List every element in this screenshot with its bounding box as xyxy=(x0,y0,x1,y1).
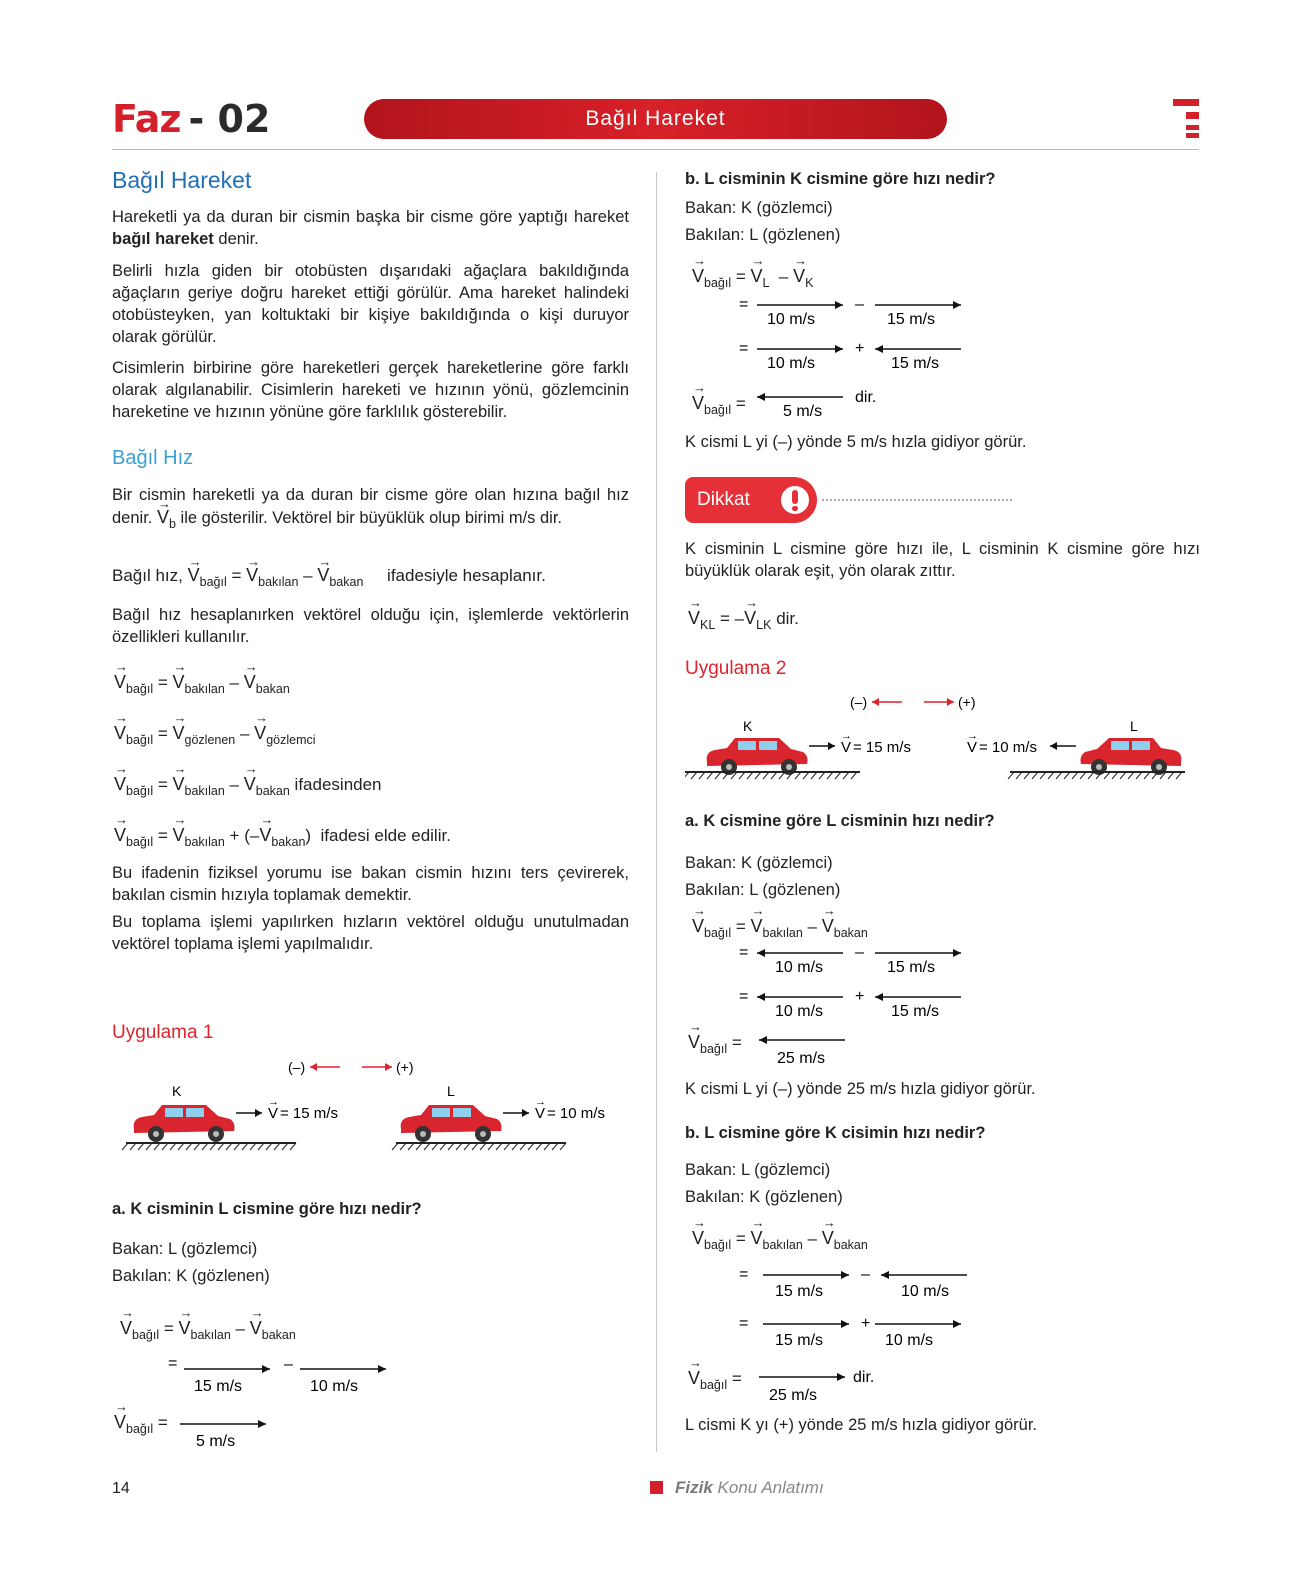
svg-text:= 10 m/s: = 10 m/s xyxy=(979,739,1037,756)
result-label-1a: → $V_{bağıl}$ = xyxy=(114,1412,168,1436)
direction-legend xyxy=(288,1059,414,1075)
svg-text:=: = xyxy=(739,340,749,357)
conclusion-2b: L cismi K yı (+) yönde 25 m/s hızla gidiyor görür. xyxy=(685,1416,1037,1434)
text: ile gösterilir. Vektörel bir büyüklük olup birimi m/s dir. xyxy=(180,509,563,527)
bold-term: bağıl hareket xyxy=(112,230,214,248)
footer-title xyxy=(675,1478,824,1498)
car-k-icon xyxy=(707,738,808,775)
paragraph-relative-velocity xyxy=(112,484,629,535)
svg-text:25 m/s: 25 m/s xyxy=(769,1387,818,1404)
svg-text:(–): (–) xyxy=(850,694,868,710)
svg-text:V: V xyxy=(268,1105,279,1122)
result-label-1b: → $V_{bağıl}$ = xyxy=(692,393,746,417)
svg-text:V: V xyxy=(535,1105,546,1122)
header-divider xyxy=(112,149,1199,150)
svg-text:=: = xyxy=(739,1268,749,1283)
svg-text:+: + xyxy=(855,340,865,357)
figure-2-cars xyxy=(685,690,1200,795)
formula-2: → $V_{bağıl}$ = → $V_{gözlenen}$ – → $V_{gözlemci}$ xyxy=(114,723,316,747)
question-2a: a. K cismine göre L cisminin hızı nedir? xyxy=(685,812,995,830)
car-l-icon xyxy=(401,1105,502,1142)
bakan-2a: Bakan: K (gözlemci) xyxy=(685,854,833,872)
conclusion-2a: K cismi L yi (–) yönde 25 m/s hızla gidiyor görür. xyxy=(685,1080,1036,1098)
svg-text:→: → xyxy=(967,730,978,742)
text: Bağıl hız, xyxy=(112,566,183,585)
neg-label: (–) xyxy=(288,1059,306,1075)
car-l-speed: = 10 m/s xyxy=(547,1105,605,1122)
svg-text:–: – xyxy=(855,946,864,961)
paragraph-vector-note: Bağıl hız hesaplanırken vektörel olduğu için, işlemlerde vektörlerin özellikleri kullanılır. xyxy=(112,606,629,646)
svg-text:=: = xyxy=(739,946,749,961)
formula-2a: → $V_{bağıl}$ = → $V_{bakılan}$ – → $V_{bakan}$ xyxy=(692,916,868,940)
formula-inline: Bağıl hız, → $V_{bağıl}$ = → $V_{bakılan}$ – → $V_{bakan}$ ifadesiyle hesaplanır. xyxy=(112,564,546,593)
bakilan-1b: Bakılan: L (gözlenen) xyxy=(685,226,841,244)
figure-1-cars xyxy=(112,1055,632,1165)
car-k-label: K xyxy=(172,1083,182,1099)
text: ifadesinden xyxy=(294,775,382,794)
paragraph-vector-sum: Bu toplama işlemi yapılırken hızların vektörel olduğu unutulmadan vektörel toplama işlemi yapılmalıdır. xyxy=(112,913,629,953)
svg-text:–: – xyxy=(861,1268,870,1283)
page-number: 14 xyxy=(112,1480,130,1497)
paragraph-perception: Cisimlerin birbirine göre hareketleri gerçek hareketlerine göre farklı olarak algılanabilir. Cisimlerin hareketi ve hızının yönü, gözlemcinin hareketine ve hızının yönüne göre farklılık gösterebilir. xyxy=(112,359,629,421)
text: dir. xyxy=(776,609,799,628)
svg-text:10 m/s: 10 m/s xyxy=(767,311,816,328)
svg-text:dir.: dir. xyxy=(855,390,877,406)
svg-text:15 m/s: 15 m/s xyxy=(775,1283,824,1300)
vec-15: 15 m/s xyxy=(194,1378,243,1395)
svg-text:L: L xyxy=(1130,718,1138,734)
svg-text:→: → xyxy=(535,1096,546,1108)
pos-label: (+) xyxy=(396,1059,414,1075)
svg-text:15 m/s: 15 m/s xyxy=(891,355,940,372)
dikkat-formula: → $V_{KL}$ = –→ $V_{LK}$ dir. xyxy=(688,608,799,632)
dikkat-paragraph: K cisminin L cismine göre hızı ile, L cisminin K cismine göre hızı büyüklük olarak eşit, yön olarak zıttır. xyxy=(685,540,1200,580)
result-vector-1b xyxy=(755,390,915,430)
svg-text:–: – xyxy=(855,298,864,313)
car-l-label: L xyxy=(447,1083,455,1099)
result-vector-2a xyxy=(757,1033,897,1073)
result-vector-1a xyxy=(178,1410,298,1450)
footer-subtitle: Konu Anlatımı xyxy=(717,1478,824,1497)
result-value: 5 m/s xyxy=(196,1433,236,1450)
text: Hareketli ya da duran bir cismin başka bir cisme göre yaptığı hareket xyxy=(112,208,629,226)
bakilan-2a: Bakılan: L (gözlenen) xyxy=(685,881,841,899)
paragraph-definition xyxy=(112,206,629,250)
text: ifadesiyle hesaplanır. xyxy=(387,566,546,585)
bakilan-1a: Bakılan: K (gözlenen) xyxy=(112,1267,270,1285)
conclusion-1b: K cismi L yi (–) yönde 5 m/s hızla gidiyor görür. xyxy=(685,433,1027,451)
svg-text:10 m/s: 10 m/s xyxy=(775,1003,824,1020)
car-k-speed: = 15 m/s xyxy=(280,1105,338,1122)
result-vector-2b xyxy=(757,1370,937,1410)
car-l-icon xyxy=(1081,738,1182,775)
dikkat-label: Dikkat xyxy=(697,489,750,510)
column-divider xyxy=(656,172,657,1452)
svg-text:25 m/s: 25 m/s xyxy=(777,1050,826,1067)
formula-1b: → $V_{bağıl}$ = → $V_L$ – → $V_K$ xyxy=(692,266,813,290)
svg-text:V: V xyxy=(841,739,852,756)
question-1b: b. L cisminin K cismine göre hızı nedir? xyxy=(685,170,996,188)
bakan-1b: Bakan: K (gözlemci) xyxy=(685,199,833,217)
svg-text:10 m/s: 10 m/s xyxy=(767,355,816,372)
footer-brand: Fizik xyxy=(675,1478,713,1497)
svg-text:V: V xyxy=(967,739,978,756)
svg-text:5 m/s: 5 m/s xyxy=(783,403,823,420)
text: ifadesi elde edilir. xyxy=(320,826,451,845)
bakan-2b: Bakan: L (gözlemci) xyxy=(685,1161,831,1179)
question-1a: a. K cisminin L cismine göre hızı nedir? xyxy=(112,1200,422,1218)
bakan-1a: Bakan: L (gözlemci) xyxy=(112,1240,258,1258)
vector-symbol: → $V_b$ xyxy=(157,506,176,535)
svg-text:=: = xyxy=(739,988,749,1005)
text: denir. xyxy=(218,230,259,248)
svg-text:10 m/s: 10 m/s xyxy=(775,959,824,976)
svg-text:=: = xyxy=(739,298,749,313)
question-2b: b. L cismine göre K cisimin hızı nedir? xyxy=(685,1124,986,1142)
uygulama-1-heading: Uygulama 1 xyxy=(112,1022,214,1043)
svg-text:15 m/s: 15 m/s xyxy=(775,1332,824,1349)
text: Bir cismin hareketli ya da duran bir cisme göre olan hızına bağıl hız denir. xyxy=(112,486,629,527)
car-k-icon xyxy=(134,1105,235,1142)
svg-text:15 m/s: 15 m/s xyxy=(891,1003,940,1020)
uygulama-2-heading: Uygulama 2 xyxy=(685,658,787,679)
svg-text:(+): (+) xyxy=(958,694,976,710)
warning-icon xyxy=(778,483,812,517)
corner-logo-icon xyxy=(1173,99,1199,139)
faz-logo xyxy=(112,97,270,141)
formula-3: → $V_{bağıl}$ = → $V_{bakılan}$ – → $V_{bakan}$ ifadesinden xyxy=(114,774,382,798)
svg-text:=: = xyxy=(168,1355,178,1372)
paragraph-interpretation: Bu ifadenin fiziksel yorumu ise bakan cismin hızını ters çevirerek, bakılan cismin hızıyla toplamak demektir. xyxy=(112,864,629,904)
logo-brand: Faz xyxy=(112,97,181,141)
svg-text:15 m/s: 15 m/s xyxy=(887,959,936,976)
formula-1a: → $V_{bağıl}$ = → $V_{bakılan}$ – → $V_{bakan}$ xyxy=(120,1318,296,1342)
svg-text:= 15 m/s: = 15 m/s xyxy=(853,739,911,756)
svg-text:+: + xyxy=(861,1315,871,1332)
svg-text:→: → xyxy=(841,730,852,742)
svg-text:15 m/s: 15 m/s xyxy=(887,311,936,328)
dikkat-dotted-rule xyxy=(822,499,1012,501)
paragraph-bus-example: Belirli hızla giden bir otobüsten dışarıdaki ağaçlara bakıldığında ağaçların geriye doğru hareket ettiği görülür. Ama hareket halindeki otobüsteyken, yan koltuktaki bir kişiye bakıldığında o kişi duruyor olarak görülür. xyxy=(112,262,629,346)
subheading-bagil-hiz: Bağıl Hız xyxy=(112,447,194,469)
svg-text:=: = xyxy=(739,1315,749,1332)
logo-number: - 02 xyxy=(188,97,271,141)
svg-text:→: → xyxy=(268,1096,279,1108)
formula-1: → $V_{bağıl}$ = → $V_{bakılan}$ – → $V_{bakan}$ xyxy=(114,672,290,696)
svg-text:+: + xyxy=(855,988,865,1005)
bakilan-2b: Bakılan: K (gözlenen) xyxy=(685,1188,843,1206)
footer-square-icon xyxy=(650,1481,663,1494)
svg-text:dir.: dir. xyxy=(853,1370,875,1386)
svg-text:K: K xyxy=(743,718,753,734)
result-label-2a: → $V_{bağıl}$ = xyxy=(688,1032,742,1056)
svg-text:10 m/s: 10 m/s xyxy=(885,1332,934,1349)
formula-4: → $V_{bağıl}$ = → $V_{bakılan}$ + (–→ $V_{bakan}$) ifadesi elde edilir. xyxy=(114,825,451,849)
section-heading: Bağıl Hareket xyxy=(112,167,252,193)
chapter-title: Bağıl Hareket xyxy=(364,99,947,139)
svg-text:–: – xyxy=(284,1356,293,1373)
svg-text:10 m/s: 10 m/s xyxy=(901,1283,950,1300)
result-label-2b: → $V_{bağıl}$ = xyxy=(688,1368,742,1392)
formula-2b: → $V_{bağıl}$ = → $V_{bakılan}$ – → $V_{bakan}$ xyxy=(692,1228,868,1252)
vec-10: 10 m/s xyxy=(310,1378,359,1395)
